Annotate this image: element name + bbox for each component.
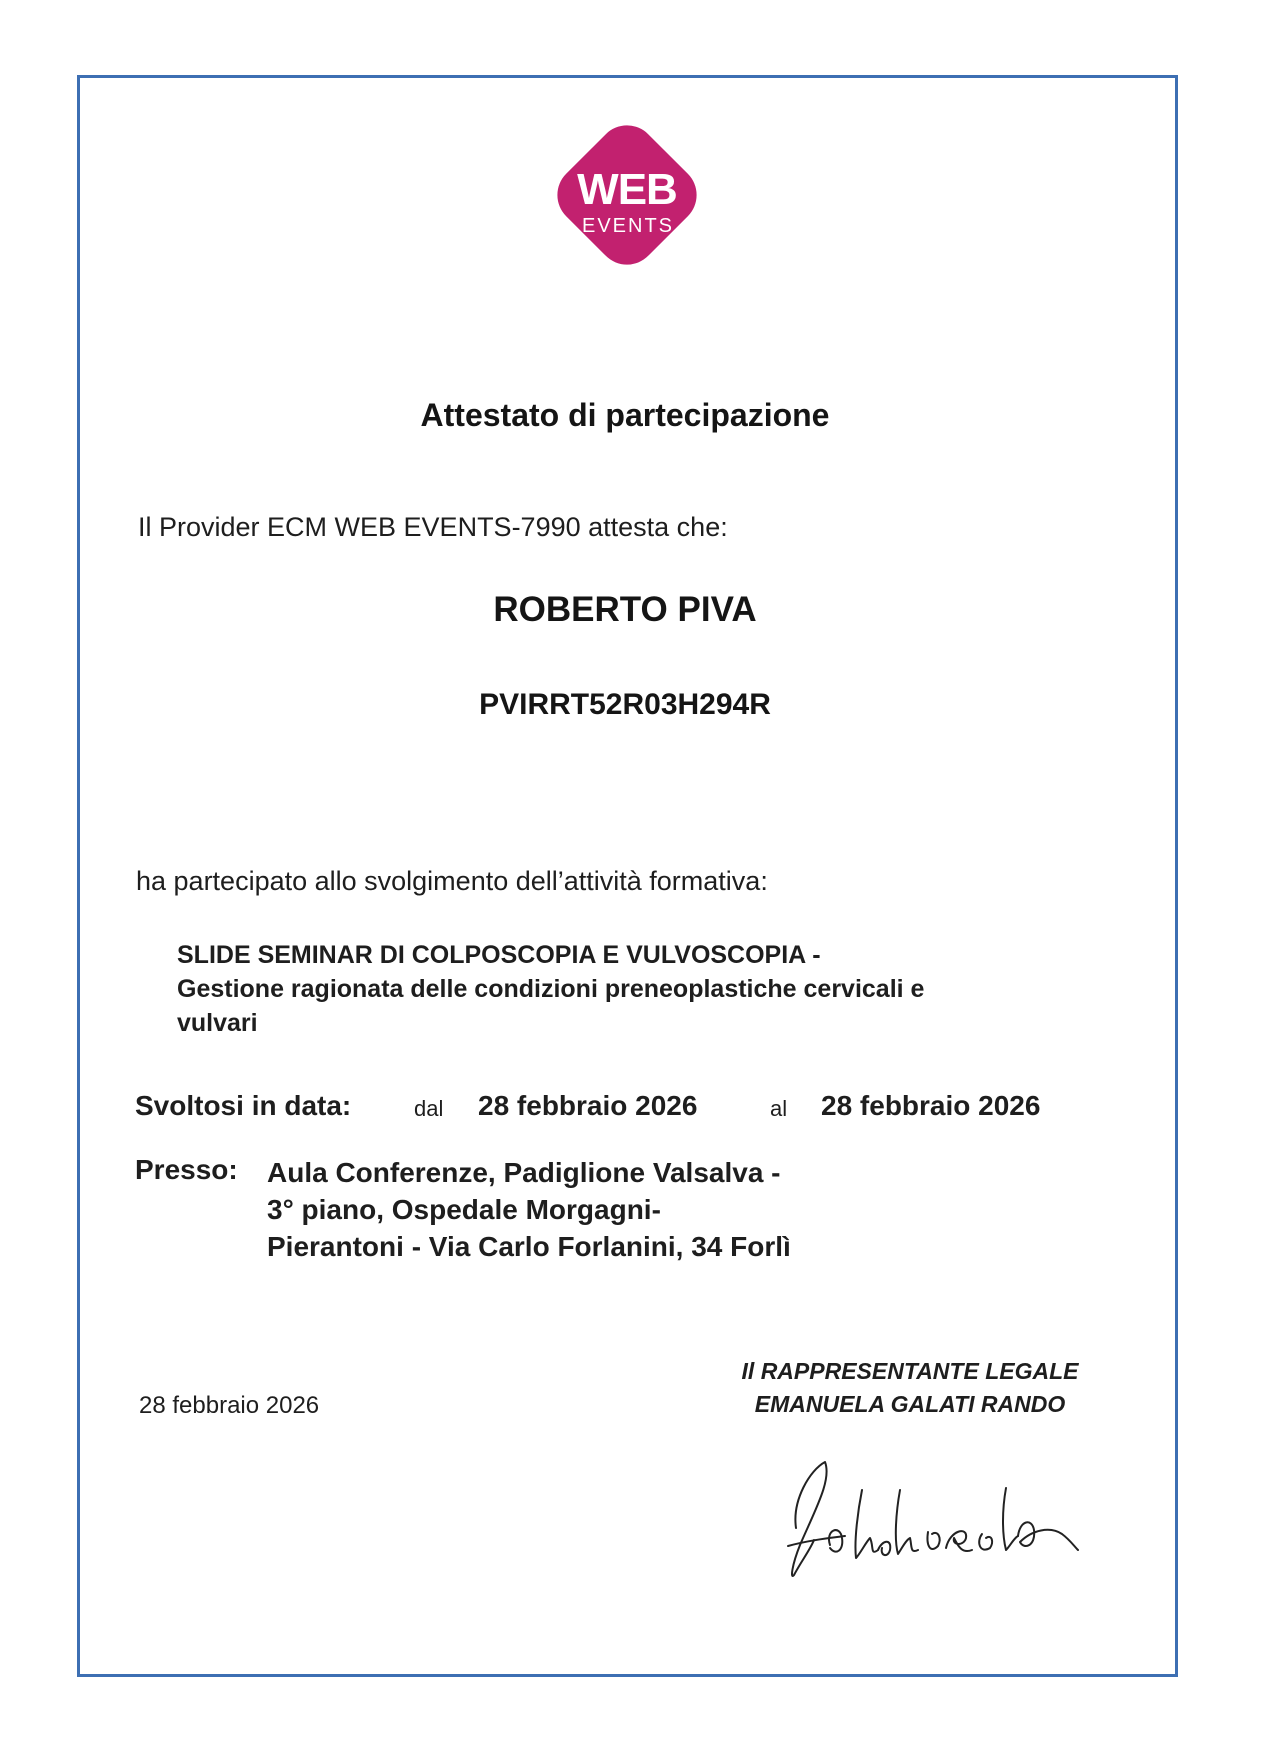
venue-line: Aula Conferenze, Padiglione Valsalva -	[267, 1157, 781, 1188]
fiscal-code: PVIRRT52R03H294R	[479, 688, 771, 721]
activity-intro: ha partecipato allo svolgimento dell’attività formativa:	[136, 866, 768, 896]
venue-address	[267, 1154, 791, 1265]
handwritten-signature	[770, 1450, 1100, 1600]
course-title-line: Gestione ragionata delle condizioni preneoplastiche cervicali e	[177, 975, 925, 1003]
to-label: al	[770, 1096, 788, 1121]
representative-name: EMANUELA GALATI RANDO	[754, 1391, 1066, 1417]
venue-line: 3° piano, Ospedale Morgagni-	[267, 1194, 661, 1225]
to-date: 28 febbraio 2026	[821, 1090, 1041, 1121]
logo-text-web: WEB	[577, 165, 677, 214]
web-events-logo	[534, 104, 720, 286]
from-label: dal	[414, 1096, 444, 1121]
issue-date: 28 febbraio 2026	[139, 1392, 320, 1419]
course-title-line: vulvari	[177, 1009, 258, 1037]
dates-label: Svoltosi in data:	[135, 1090, 352, 1121]
certificate-title: Attestato di partecipazione	[420, 397, 830, 433]
provider-statement: Il Provider ECM WEB EVENTS-7990 attesta che:	[138, 512, 728, 542]
participant-name: ROBERTO PIVA	[493, 590, 757, 629]
logo-text-events: EVENTS	[581, 215, 675, 237]
course-title-line: SLIDE SEMINAR DI COLPOSCOPIA E VULVOSCOPIA -	[177, 941, 821, 969]
representative-role: Il RAPPRESENTANTE LEGALE	[741, 1358, 1079, 1384]
course-title	[177, 938, 1057, 1040]
venue-line: Pierantoni - Via Carlo Forlanini, 34 Forlì	[267, 1231, 791, 1262]
from-date: 28 febbraio 2026	[478, 1090, 698, 1121]
legal-representative	[720, 1355, 1100, 1421]
venue-label: Presso:	[135, 1154, 238, 1185]
